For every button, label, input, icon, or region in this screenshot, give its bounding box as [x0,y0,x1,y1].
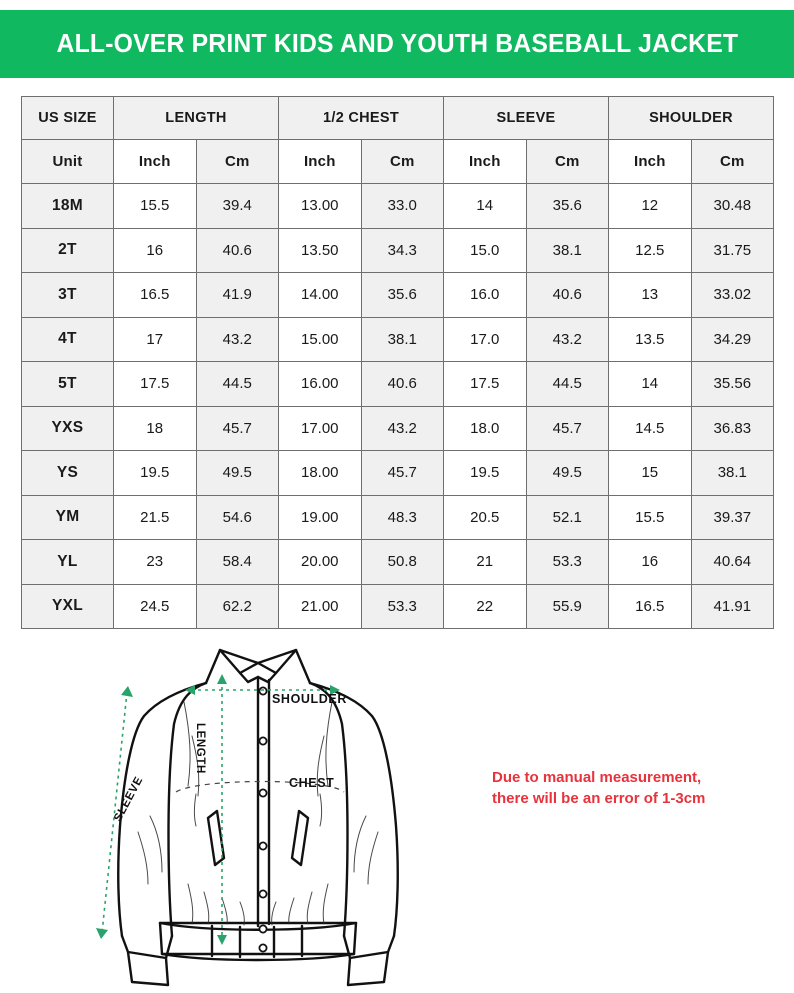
cell-value: 18.0 [444,406,527,451]
group-header-half-chest: 1/2 CHEST [279,97,444,140]
cell-value: 17.5 [444,362,527,407]
measure-label-shoulder: SHOULDER [272,692,347,706]
cell-value: 34.29 [691,317,774,362]
cell-value: 15.5 [114,184,197,229]
cell-value: 33.0 [361,184,444,229]
group-header-sleeve: SLEEVE [444,97,609,140]
title-banner [0,10,794,78]
table-row [22,362,774,407]
cell-us-size: YM [22,495,114,540]
cell-value: 20.5 [444,495,527,540]
cell-value: 15.00 [279,317,362,362]
cell-value: 35.6 [361,273,444,318]
table-row [22,540,774,585]
cell-us-size: 3T [22,273,114,318]
cell-value: 38.1 [691,451,774,496]
disclaimer-line-2: there will be an error of 1-3cm [492,789,706,807]
jacket-outline [118,650,397,985]
disclaimer-line-1: Due to manual measurement, [492,769,702,786]
cell-value: 13.5 [609,317,692,362]
cell-value: 19.00 [279,495,362,540]
jacket-snap-buttons [259,687,266,951]
cell-value: 40.6 [196,228,279,273]
unit-header-shoulder-cm: Cm [691,140,774,184]
unit-header-chest-cm: Cm [361,140,444,184]
unit-header-row [22,140,774,184]
cell-value: 19.5 [114,451,197,496]
cell-value: 16.00 [279,362,362,407]
cell-value: 15 [609,451,692,496]
cell-value: 48.3 [361,495,444,540]
cell-value: 17.5 [114,362,197,407]
table-row [22,495,774,540]
group-header-row [22,97,774,140]
cell-value: 54.6 [196,495,279,540]
table-body [22,184,774,629]
group-header-length: LENGTH [114,97,279,140]
cell-value: 43.2 [526,317,609,362]
measure-label-sleeve: SLEEVE [112,774,146,824]
cell-value: 22 [444,584,527,629]
cell-value: 13.00 [279,184,362,229]
cell-value: 39.37 [691,495,774,540]
cell-value: 16.0 [444,273,527,318]
cell-value: 14 [444,184,527,229]
cell-us-size: 18M [22,184,114,229]
cell-value: 21.00 [279,584,362,629]
cell-value: 40.64 [691,540,774,585]
cell-value: 12 [609,184,692,229]
cell-value: 18 [114,406,197,451]
cell-value: 49.5 [196,451,279,496]
cell-value: 38.1 [361,317,444,362]
cell-value: 35.6 [526,184,609,229]
unit-header-length-inch: Inch [114,140,197,184]
cell-us-size: 4T [22,317,114,362]
cell-value: 44.5 [196,362,279,407]
unit-header-shoulder-inch: Inch [609,140,692,184]
table-row [22,184,774,229]
cell-value: 23 [114,540,197,585]
cell-value: 44.5 [526,362,609,407]
cell-value: 16 [114,228,197,273]
cell-value: 33.02 [691,273,774,318]
size-table-container [21,96,773,629]
cell-value: 15.0 [444,228,527,273]
cell-value: 17.00 [279,406,362,451]
unit-header-chest-inch: Inch [279,140,362,184]
jacket-diagram-svg [88,636,428,993]
table-row [22,273,774,318]
cell-value: 16.5 [114,273,197,318]
measure-label-chest: CHEST [289,776,335,790]
cell-value: 13 [609,273,692,318]
cell-value: 20.00 [279,540,362,585]
cell-value: 49.5 [526,451,609,496]
size-table [21,96,774,629]
table-row [22,406,774,451]
cell-value: 36.83 [691,406,774,451]
cell-us-size: 2T [22,228,114,273]
cell-value: 18.00 [279,451,362,496]
cell-us-size: YL [22,540,114,585]
cell-value: 45.7 [361,451,444,496]
cell-us-size: 5T [22,362,114,407]
group-header-shoulder: SHOULDER [609,97,774,140]
table-row [22,317,774,362]
unit-header-length-cm: Cm [196,140,279,184]
unit-header-unit: Unit [22,140,114,184]
cell-value: 17 [114,317,197,362]
measure-label-length: LENGTH [194,723,206,774]
measurement-disclaimer [492,768,782,809]
cell-value: 52.1 [526,495,609,540]
cell-value: 45.7 [196,406,279,451]
cell-us-size: YXL [22,584,114,629]
cell-value: 53.3 [361,584,444,629]
unit-header-sleeve-cm: Cm [526,140,609,184]
cell-us-size: YXS [22,406,114,451]
cell-value: 21 [444,540,527,585]
page-title: ALL-OVER PRINT KIDS AND YOUTH BASEBALL JACKET [56,29,738,58]
cell-value: 21.5 [114,495,197,540]
group-header-us-size: US SIZE [22,97,114,140]
cell-value: 58.4 [196,540,279,585]
cell-value: 41.91 [691,584,774,629]
cell-value: 40.6 [526,273,609,318]
unit-header-sleeve-inch: Inch [444,140,527,184]
cell-value: 35.56 [691,362,774,407]
cell-us-size: YS [22,451,114,496]
cell-value: 16.5 [609,584,692,629]
cell-value: 38.1 [526,228,609,273]
cell-value: 17.0 [444,317,527,362]
cell-value: 39.4 [196,184,279,229]
cell-value: 55.9 [526,584,609,629]
cell-value: 50.8 [361,540,444,585]
cell-value: 34.3 [361,228,444,273]
table-row [22,228,774,273]
cell-value: 43.2 [196,317,279,362]
table-head [22,97,774,184]
cell-value: 14.00 [279,273,362,318]
cell-value: 40.6 [361,362,444,407]
cell-value: 16 [609,540,692,585]
cell-value: 14 [609,362,692,407]
table-row [22,584,774,629]
cell-value: 14.5 [609,406,692,451]
cell-value: 62.2 [196,584,279,629]
cell-value: 19.5 [444,451,527,496]
cell-value: 31.75 [691,228,774,273]
cell-value: 13.50 [279,228,362,273]
cell-value: 24.5 [114,584,197,629]
cell-value: 41.9 [196,273,279,318]
cell-value: 12.5 [609,228,692,273]
cell-value: 43.2 [361,406,444,451]
cell-value: 53.3 [526,540,609,585]
cell-value: 45.7 [526,406,609,451]
cell-value: 15.5 [609,495,692,540]
table-row [22,451,774,496]
cell-value: 30.48 [691,184,774,229]
